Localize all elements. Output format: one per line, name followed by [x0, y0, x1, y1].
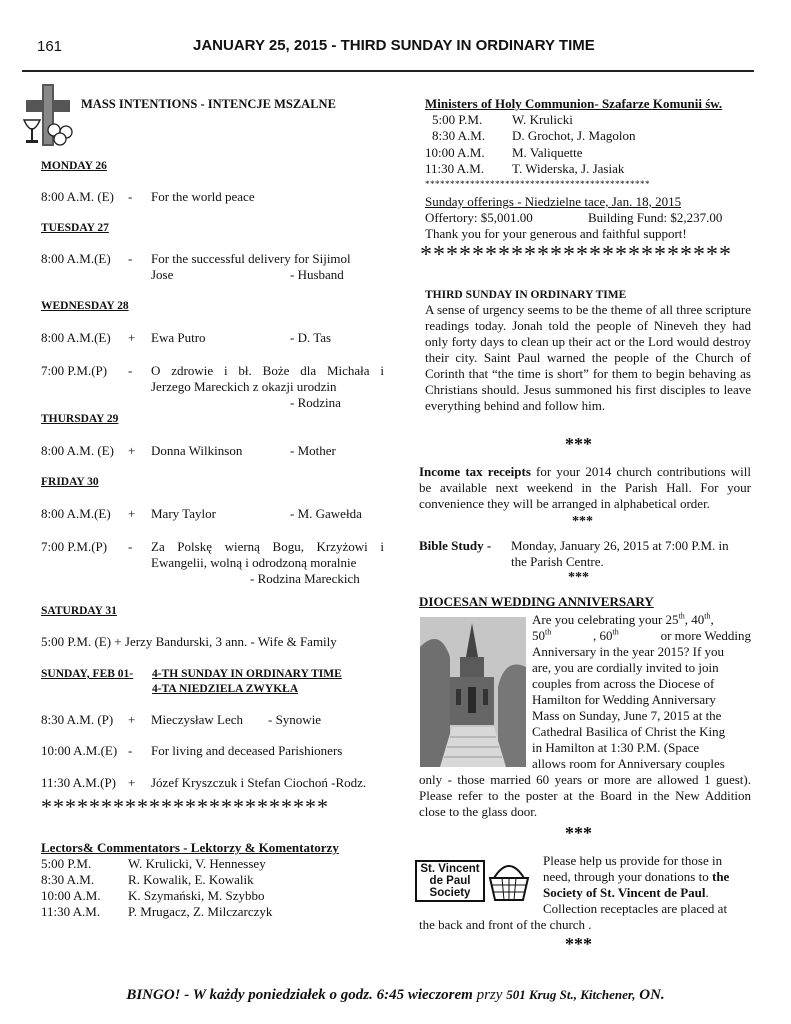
day-sunday: SUNDAY, FEB 01- — [41, 668, 134, 680]
svdp-logo — [415, 860, 485, 902]
mass-time: 7:00 P.M.(P) — [41, 363, 108, 378]
mass-sign: - — [128, 539, 133, 554]
page-title: JANUARY 25, 2015 - THIRD SUNDAY IN ORDINARY TIME — [193, 37, 595, 54]
wedding-text: 50 — [532, 628, 545, 643]
ordinal-suffix: th — [704, 611, 711, 621]
lector-names: W. Krulicki, V. Hennessey — [128, 856, 266, 871]
svdp-logo-text: St. Vincent — [420, 863, 480, 875]
lector-time: 5:00 P.M. — [41, 856, 92, 871]
wedding-text-50 — [532, 628, 551, 644]
bible-study-line: Monday, January 26, 2015 at 7:00 P.M. in — [511, 538, 729, 553]
svdp-line — [543, 869, 729, 885]
wedding-text: , 40 — [684, 612, 705, 627]
mass-intention: Józef Kryszczuk i Stefan Ciochoń -Rodz. — [151, 775, 367, 790]
footer-address: 501 Krug St., Kitchener, — [506, 987, 636, 1002]
wedding-line — [532, 628, 751, 644]
mass-requester: - Husband — [290, 267, 344, 282]
mass-time: 8:00 A.M.(E) — [41, 330, 111, 345]
footer-text: BINGO! - W każdy poniedziałek o godz. 6:45 wieczorem — [126, 987, 473, 1003]
mass-intention: O zdrowie i bł. Boże dla Michała i — [151, 363, 384, 378]
lector-names: P. Mrugacz, Z. Milczarczyk — [128, 904, 273, 919]
mass-sign: - — [128, 743, 133, 758]
reflection-title: THIRD SUNDAY IN ORDINARY TIME — [425, 289, 627, 301]
mass-sign: + — [128, 443, 136, 458]
mass-intention: Mieczysław Lech — [151, 712, 244, 727]
mass-time: 8:30 A.M. (P) — [41, 712, 114, 727]
mass-requester: - M. Gawełda — [290, 506, 362, 521]
mass-line: 5:00 P.M. (E) + Jerzy Bandurski, 3 ann. - Wife & Family — [41, 634, 337, 649]
mass-intention: Jerzego Mareckich z okazji urodzin — [151, 379, 337, 394]
sunday-title-pl: 4-TA NIEDZIELA ZWYKŁA — [152, 683, 299, 695]
mass-requester: - Mother — [290, 443, 336, 458]
ministers-title: Ministers of Holy Communion- Szafarze Komunii św. — [425, 96, 723, 111]
mass-sign: + — [128, 775, 136, 790]
ordinal-suffix: th — [545, 627, 552, 637]
offerings-title: Sunday offerings - Niedzielne tace, Jan. 18, 2015 — [425, 194, 682, 209]
minister-names: M. Valiquette — [512, 145, 583, 160]
mass-intention: Donna Wilkinson — [151, 443, 243, 458]
wedding-line: couples from across the Diocese of — [532, 676, 715, 691]
ordinal-suffix: th — [612, 627, 619, 637]
wedding-text: or more Wedding — [660, 628, 751, 643]
svdp-text: need, through your donations to — [543, 869, 709, 884]
header-divider — [22, 70, 754, 72]
star-divider: ************************ — [41, 794, 329, 819]
minister-time: 11:30 A.M. — [425, 161, 485, 176]
mass-time: 8:00 A.M. (E) — [41, 443, 114, 458]
lector-names: R. Kowalik, E. Kowalik — [128, 872, 254, 887]
day-monday: MONDAY 26 — [41, 160, 107, 172]
wedding-line: Cathedral Basilica of Christ the King — [532, 724, 726, 739]
minister-names: D. Grochot, J. Magolon — [512, 128, 636, 143]
mass-time: 7:00 P.M.(P) — [41, 539, 108, 554]
mass-intention: Jose — [151, 267, 174, 282]
footer-text: przy — [476, 987, 503, 1003]
mass-intention: For the world peace — [151, 189, 255, 204]
wedding-line — [532, 612, 714, 628]
mass-intention: For the successful delivery for Sijimol — [151, 251, 351, 266]
wedding-text: , 60 — [593, 628, 613, 643]
minister-names: T. Widerska, J. Jasiak — [512, 161, 625, 176]
svdp-text: . — [705, 885, 709, 900]
mass-intentions-title: MASS INTENTIONS - INTENCJE MSZALNE — [81, 97, 336, 111]
mass-sign: - — [128, 189, 133, 204]
minister-names: W. Krulicki — [512, 112, 573, 127]
mass-intention: For living and deceased Parishioners — [151, 743, 343, 758]
mass-requester: - D. Tas — [290, 330, 332, 345]
lector-time: 11:30 A.M. — [41, 904, 101, 919]
mass-time: 10:00 A.M.(E) — [41, 743, 118, 758]
lector-time: 8:30 A.M. — [41, 872, 95, 887]
day-wednesday: WEDNESDAY 28 — [41, 300, 129, 312]
thanks-text: Thank you for your generous and faithful support! — [425, 226, 687, 241]
mass-sign: - — [128, 251, 133, 266]
separator-stars: *** — [565, 434, 592, 454]
separator-stars: *** — [572, 514, 593, 529]
ordinal-suffix: th — [678, 611, 685, 621]
svdp-line — [543, 885, 709, 901]
mass-intention: Za Polskę wierną Bogu, Krzyżowi i — [151, 539, 384, 554]
wedding-text-60 — [593, 628, 619, 644]
svdp-logo-text: Society — [429, 887, 471, 899]
svdp-society-name: Society of St. Vincent de Paul — [543, 885, 706, 900]
minister-time: 10:00 A.M. — [425, 145, 485, 160]
svdp-text: the — [711, 869, 730, 884]
mass-requester: - Synowie — [268, 712, 322, 727]
wedding-line: in Hamilton at 1:30 P.M. (Space — [532, 740, 700, 755]
star-divider: ************************ — [420, 242, 732, 268]
wedding-text: Are you celebrating your 25 — [532, 612, 679, 627]
day-friday: FRIDAY 30 — [41, 476, 99, 488]
reflection-text: A sense of urgency seems to be the theme of all three scripture readings today. Jonah told the people of Nineveh they had only forty days to clean up their act or the Lord would destroy their city. Saint Paul warned the people of the Church of Corinth that “the time is short” for them to begin behaving as Christians should. Jesus summoned his first disciples to leave everything behind and follow him. — [425, 302, 751, 413]
mass-time: 11:30 A.M.(P) — [41, 775, 116, 790]
mass-sign: + — [128, 712, 136, 727]
chalice-cross-icon — [20, 82, 78, 152]
tax-receipts-text — [419, 464, 751, 512]
wedding-line: Mass on Sunday, June 7, 2015 at the — [532, 708, 722, 723]
mass-sign: + — [128, 506, 136, 521]
wedding-title: DIOCESAN WEDDING ANNIVERSARY — [419, 594, 654, 609]
tax-receipts-body: for your 2014 church contributions will be available next weekend in the Parish Hall. For your convenience they will be arranged in alphabetical order. — [419, 464, 751, 511]
cathedral-photo — [420, 617, 526, 767]
wedding-line: are, you are cordially invited to join — [532, 660, 719, 675]
wedding-text: , — [710, 612, 714, 627]
mass-intention: Ewa Putro — [151, 330, 206, 345]
tax-receipts-label: Income tax receipts — [419, 464, 531, 479]
footer-text: ON. — [639, 987, 665, 1003]
mass-requester: - Rodzina Mareckich — [250, 571, 360, 586]
minister-time: 8:30 A.M. — [432, 128, 486, 143]
mass-requester: - Rodzina — [290, 395, 341, 410]
lectors-title: Lectors& Commentators - Lektorzy & Komentatorzy — [41, 840, 339, 855]
wedding-line: Anniversary in the year 2015? If you — [532, 644, 725, 659]
sunday-title: 4-TH SUNDAY IN ORDINARY TIME — [152, 668, 342, 680]
lector-time: 10:00 A.M. — [41, 888, 101, 903]
basket-icon — [486, 858, 532, 902]
bingo-footer — [0, 987, 791, 1004]
bible-study-line: the Parish Centre. — [511, 554, 604, 569]
mass-time: 8:00 A.M.(E) — [41, 251, 111, 266]
day-thursday: THURSDAY 29 — [41, 413, 119, 425]
wedding-rest: only - those married 60 years or more are allowed 1 guest). Please refer to the poster at the Board in the New Addition close to the glass door. — [419, 772, 751, 819]
lector-names: K. Szymański, M. Szybbo — [128, 888, 265, 903]
mass-intention: Mary Taylor — [151, 506, 216, 521]
mass-sign: + — [128, 330, 136, 345]
offertory-amount: Offertory: $5,001.00 — [425, 210, 533, 225]
wedding-line: allows room for Anniversary couples — [532, 756, 725, 771]
bible-study-label: Bible Study - — [419, 538, 492, 553]
svdp-line: Please help us provide for those in — [543, 853, 723, 868]
svdp-line: the back and front of the church . — [419, 917, 592, 932]
mass-time: 8:00 A.M.(E) — [41, 506, 111, 521]
svdp-logo-text: de Paul — [429, 875, 471, 887]
svdp-line: Collection receptacles are placed at — [543, 901, 728, 916]
separator-stars: *** — [568, 570, 589, 585]
page-number: 161 — [37, 38, 63, 55]
minister-time: 5:00 P.M. — [432, 112, 483, 127]
mass-intention: Ewangelii, wolną i odrodzoną moralnie — [151, 555, 357, 570]
wedding-line: Hamilton for Wedding Anniversary — [532, 692, 716, 707]
day-saturday: SATURDAY 31 — [41, 605, 117, 617]
day-tuesday: TUESDAY 27 — [41, 222, 109, 234]
separator-stars: *** — [565, 934, 592, 954]
mass-time: 8:00 A.M. (E) — [41, 189, 114, 204]
building-fund-amount: Building Fund: $2,237.00 — [588, 210, 723, 225]
star-divider-small: ********************************************* — [425, 179, 650, 189]
separator-stars: *** — [565, 823, 592, 843]
mass-sign: - — [128, 363, 133, 378]
